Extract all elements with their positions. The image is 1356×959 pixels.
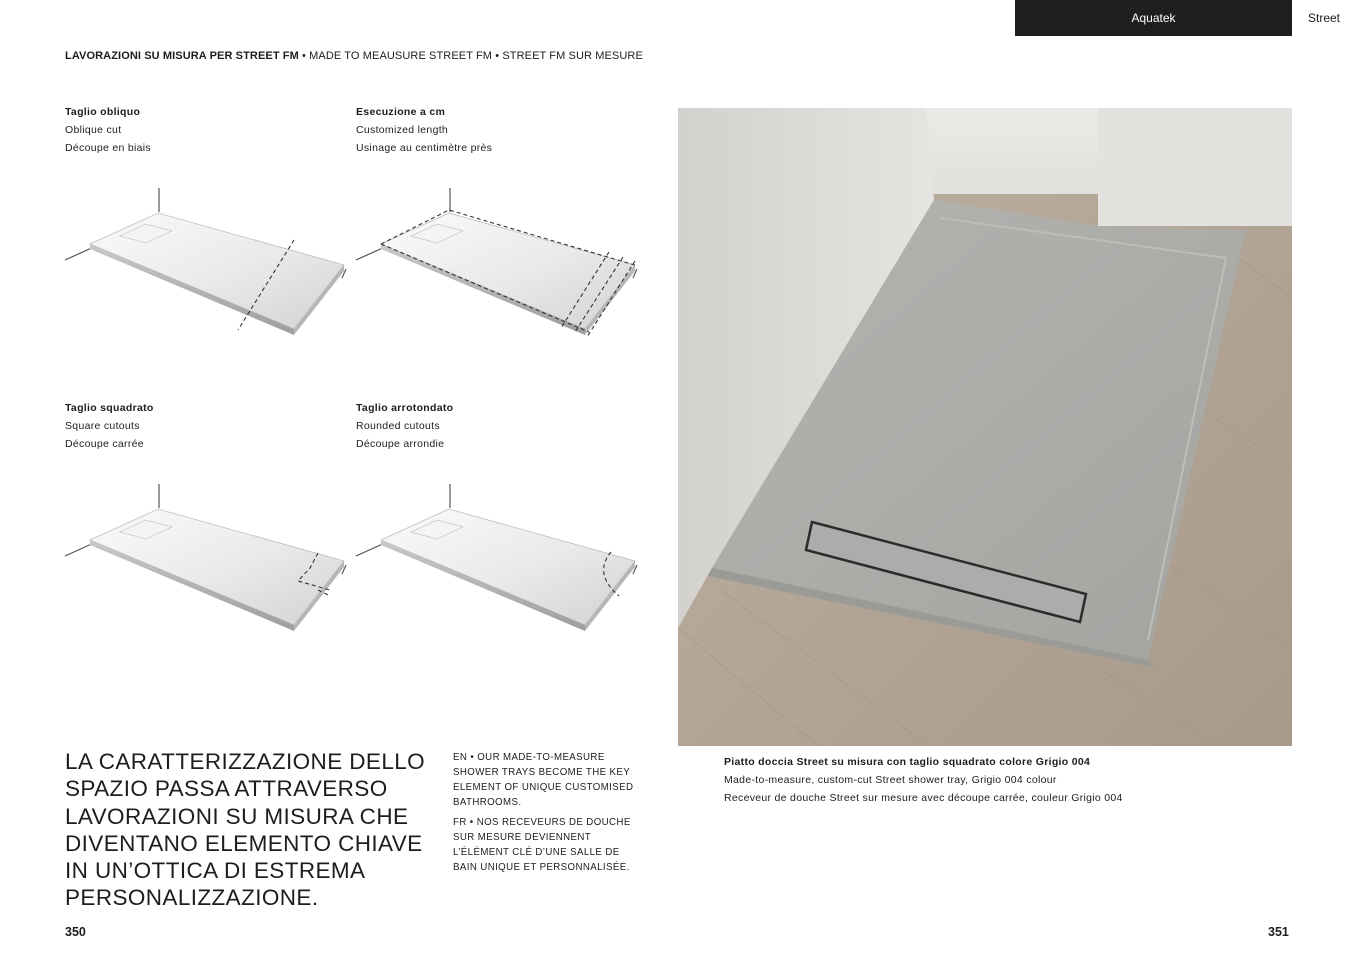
page-number-right: 351 [1268,925,1289,939]
header-italian: LAVORAZIONI SU MISURA PER STREET FM [65,50,299,62]
option-rounded-cutouts: Taglio arrotondato Rounded cutouts Découpe arrondie [356,402,454,450]
section-header: LAVORAZIONI SU MISURA PER STREET FM • MADE TO MEAUSURE STREET FM • STREET FM SUR MESURE [65,50,643,62]
option-customized-length: Esecuzione a cm Customized length Usinage au centimètre près [356,106,493,154]
tray-oblique-cut-illustration [62,182,352,352]
tray-rounded-cutouts-illustration [353,478,643,648]
page-number-left: 350 [65,925,86,939]
option-square-cutouts: Taglio squadrato Square cutouts Découpe carrée [65,402,154,450]
note-french: FR • NOS RECEVEURS DE DOUCHE SUR MESURE DEVIENNENT L’ÉLÉMENT CLÉ D’UNE SALLE DE BAIN UNIQUE ET PERSONNALISÉE. [453,817,631,873]
tray-square-cutouts-illustration [62,478,352,648]
photo-caption: Piatto doccia Street su misura con taglio squadrato colore Grigio 004 Made-to-measure, custom-cut Street shower tray, Grigio 004 colour Receveur de douche Street sur mesure avec découpe carrée, couleur Grigio 004 [724,756,1123,804]
tray-customized-length-illustration [353,182,643,352]
tab-street[interactable]: Street [1292,0,1356,36]
header-english: MADE TO MEAUSURE STREET FM [309,50,493,62]
option-oblique-cut: Taglio obliquo Oblique cut Découpe en biais [65,106,151,154]
header-french: STREET FM SUR MESURE [502,50,643,62]
tab-aquatek[interactable]: Aquatek [1015,0,1292,36]
shower-tray-photo [678,108,1292,746]
note-english: EN • OUR MADE-TO-MEASURE SHOWER TRAYS BECOME THE KEY ELEMENT OF UNIQUE CUSTOMISED BATHROOMS. [453,752,634,808]
headline: LA CARATTERIZZAZIONE DELLO SPAZIO PASSA ATTRAVERSO LAVORAZIONI SU MISURA CHE DIVENTANO ELEMENTO CHIAVE IN UN’OTTICA DI ESTREMA PERSONALIZZAZIONE. [65,749,426,911]
